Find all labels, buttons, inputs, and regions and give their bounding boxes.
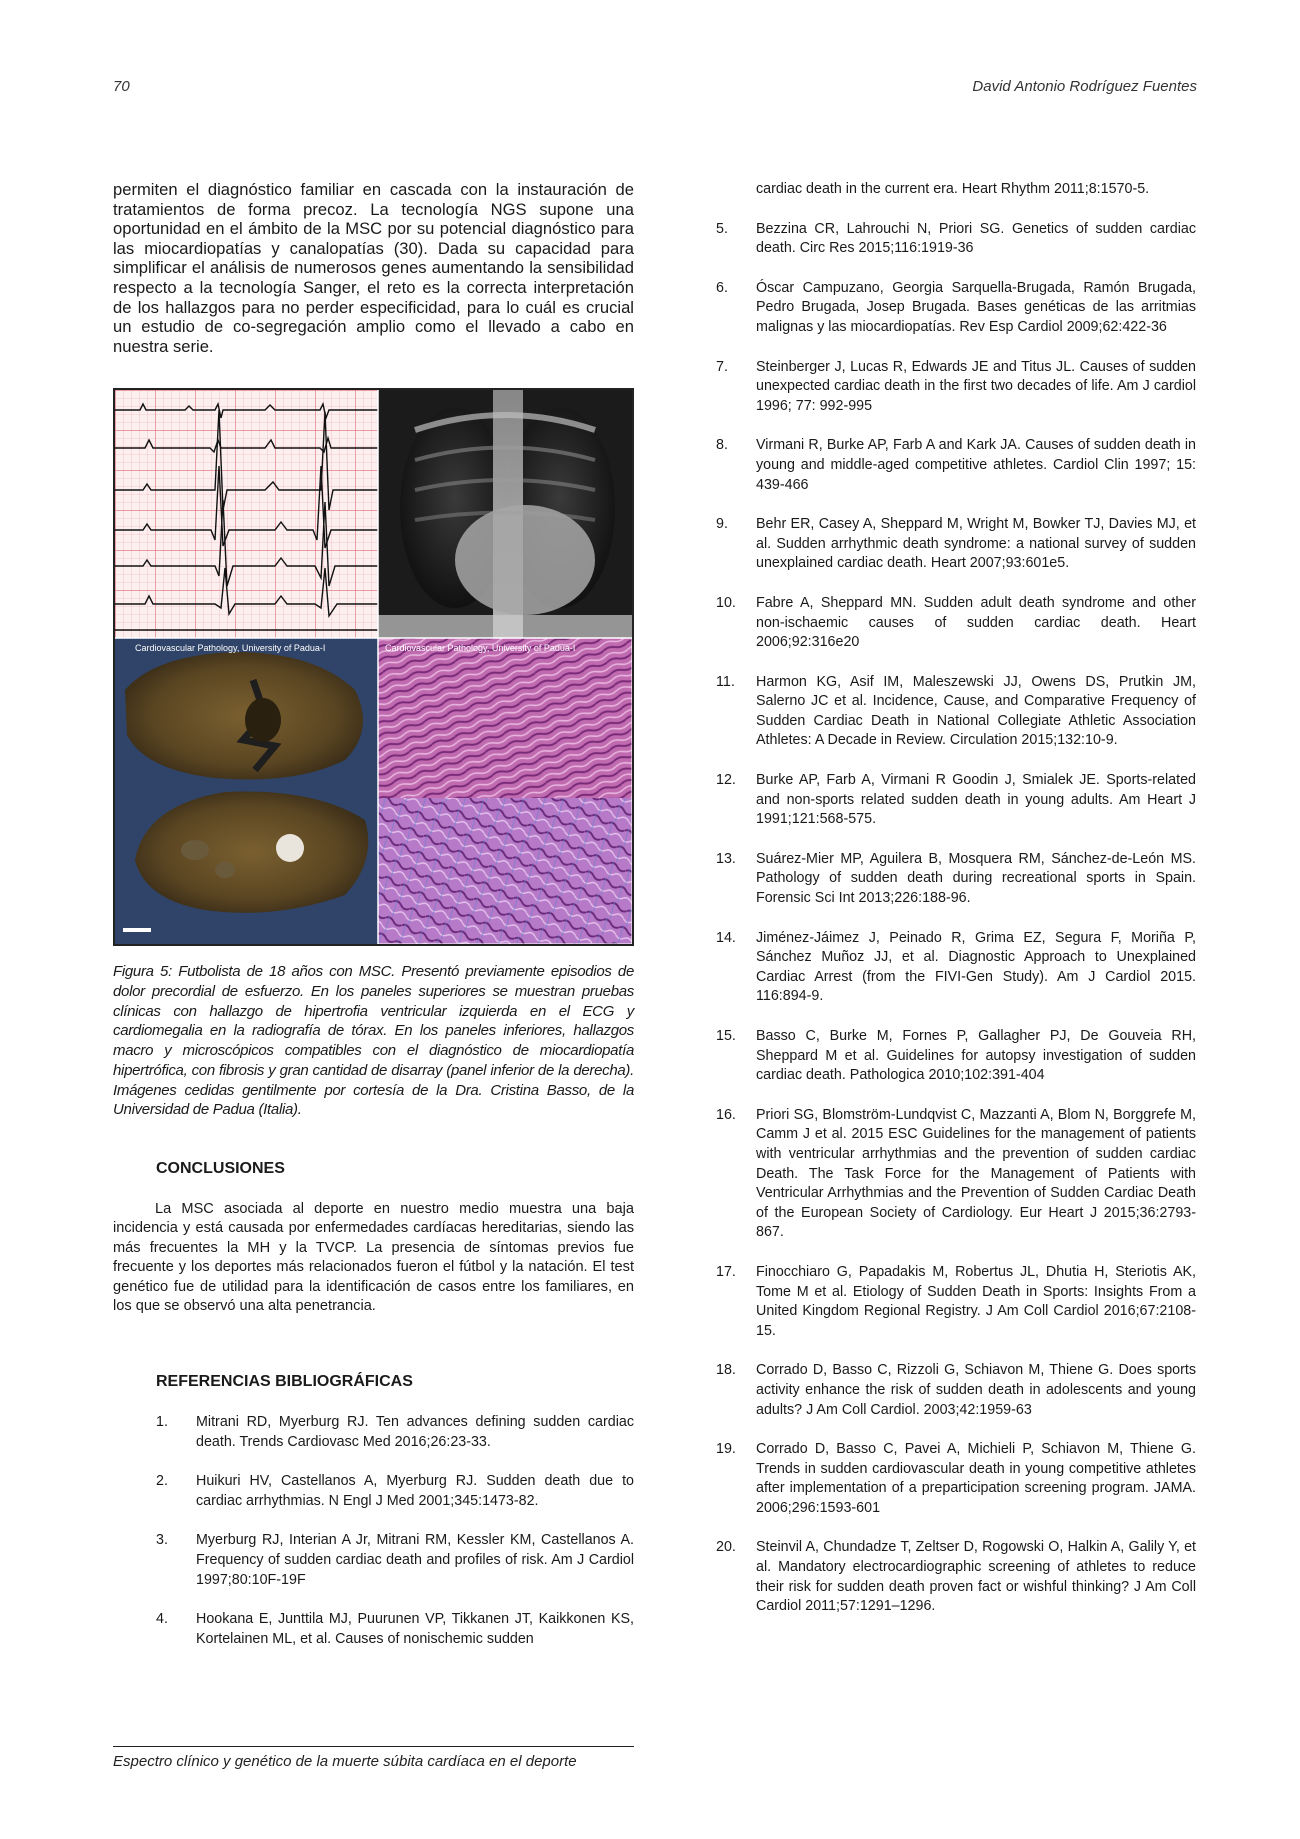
macroscopic-heart-panel — [115, 638, 378, 944]
reference-text: Corrado D, Basso C, Pavei A, Michieli P, Schiavon M, Thiene G. Trends in sudden cardiovascular death in young competitive athletes after implementation of a preparticipation screening program. JAMA. 2006;296:1593-601 — [756, 1441, 1196, 1516]
reference-text: Steinberger J, Lucas R, Edwards JE and Titus JL. Causes of sudden unexpected cardiac death in the first two decades of life. Am J cardiol 1996; 77: 992-995 — [756, 358, 1196, 414]
reference-number: 3. — [156, 1532, 168, 1549]
reference-item — [716, 1440, 1196, 1518]
reference-text: Virmani R, Burke AP, Farb A and Kark JA. Causes of sudden death in young and middle-aged competitive athletes. Cardiol Clin 1997; 15: 439-466 — [756, 437, 1196, 493]
reference-number: 15. — [716, 1028, 736, 1044]
references-list-right — [716, 220, 1196, 1617]
reference-item — [716, 850, 1196, 909]
reference-text: Myerburg RJ, Interian A Jr, Mitrani RM, Kessler KM, Castellanos A. Frequency of sudden cardiac death and profiles of risk. Am J Cardiol 1997;80:10F-19F — [196, 1532, 634, 1588]
references-heading: REFERENCIAS BIBLIOGRÁFICAS — [156, 1372, 413, 1390]
histology-panel — [378, 638, 632, 944]
footer-divider — [113, 1746, 634, 1747]
reference-text: Priori SG, Blomström-Lundqvist C, Mazzanti A, Blom N, Borggrefe M, Camm J et al. 2015 ESC Guidelines for the management of patients with ventricular arrhythmias and the prevention of sudden cardiac Death. The Task Force for the Management of Patients with Ventricular Arrhythmias and the Prevention of Sudden Cardiac Death of the European Society of Cardiology. Eur Heart J 2015;36:2793-867. — [756, 1106, 1196, 1241]
reference-item — [113, 1413, 634, 1452]
reference-number: 13. — [716, 850, 736, 867]
reference-text: Steinvil A, Chundadze T, Zeltser D, Rogowski O, Halkin A, Galily Y, et al. Mandatory electrocardiographic screening of athletes to reduce their risk for sudden death proven fact or wishful thinking? J Am Coll Cardiol 2011;57:1291–1296. — [756, 1539, 1196, 1615]
reference-text: Finocchiaro G, Papadakis M, Robertus JL, Dhutia H, Steriotis AK, Tome M et al. Etiology of Sudden Death in Sports: Insights From a United Kingdom Regional Registry. J Am Coll Cardiol 2016;67:2108-15. — [756, 1263, 1196, 1339]
reference-item — [716, 1106, 1196, 1243]
chest-xray-panel — [378, 390, 632, 638]
ecg-panel — [115, 390, 378, 638]
reference-number: 6. — [716, 279, 728, 296]
reference-item — [716, 1538, 1196, 1616]
reference-text: Bezzina CR, Lahrouchi N, Priori SG. Genetics of sudden cardiac death. Circ Res 2015;116:1919-36 — [756, 220, 1196, 257]
reference-item — [716, 673, 1196, 751]
figure-caption: Figura 5: Futbolista de 18 años con MSC. Presentó previamente episodios de dolor precordial de esfuerzo. En los paneles superiores se muestran pruebas clínicas con hallazgo de hipertrofia ventricular izquierda en el ECG y cardiomegalia en la radiografía de tórax. En los paneles inferiores, hallazgos macro y microscópicos compatibles con el diagnóstico de miocardiopatía hipertrófica, con fibrosis y gran cantidad de disarray (panel inferior de la derecha). Imágenes cedidas gentilmente por cortesía de la Dra. Cristina Basso, de la Universidad de Padua (Italia). — [113, 963, 634, 1119]
reference-text: Fabre A, Sheppard MN. Sudden adult death syndrome and other non-ischaemic causes of sudden cardiac death. Heart 2006;92:316e20 — [756, 594, 1196, 651]
references-list-left — [113, 1413, 634, 1649]
reference-text: Behr ER, Casey A, Sheppard M, Wright M, Bowker TJ, Davies MJ, et al. Sudden arrhythmic death syndrome: a national survey of sudden unexplained cardiac death. Heart 2007;93:601e5. — [756, 516, 1196, 572]
reference-item — [716, 358, 1196, 417]
figure-5 — [113, 388, 634, 946]
running-header-author: David Antonio Rodríguez Fuentes — [972, 78, 1197, 95]
intro-paragraph: permiten el diagnóstico familiar en cascada con la instauración de tratamientos de forma precoz. La tecnología NGS supone una oportunidad en el ámbito de la MSC por su potencial diagnóstico para las miocardiopatías y canalopatías (30). Dada su capacidad para simplificar el análisis de numerosos genes aumentando la sensibilidad respecto a la tecnología Sanger, el reto es la correcta interpretación de los hallazgos para no perder especificidad, para lo cuál es crucial un estudio de co-segregación amplio como el llevado a cabo en nuestra serie. — [113, 180, 634, 356]
reference-text: Harmon KG, Asif IM, Maleszewski JJ, Owens DS, Prutkin JM, Salerno JC et al. Incidence, Cause, and Comparative Frequency of Sudden Cardiac Death in National Collegiate Athletic Association Athletes: A Decade in Review. Circulation 2015;132:10-9. — [756, 673, 1196, 749]
reference-item — [113, 1610, 634, 1649]
reference-item — [716, 594, 1196, 653]
reference-number: 4. — [156, 1611, 168, 1628]
reference-number: 18. — [716, 1362, 736, 1379]
reference-number: 17. — [716, 1263, 736, 1280]
reference-continuation: cardiac death in the current era. Heart Rhythm 2011;8:1570-5. — [756, 181, 1150, 197]
page-number: 70 — [113, 78, 130, 95]
running-footer: Espectro clínico y genético de la muerte súbita cardíaca en el deporte — [113, 1753, 577, 1770]
reference-text: Basso C, Burke M, Fornes P, Gallagher PJ, De Gouveia RH, Sheppard M et al. Guidelines for autopsy investigation of sudden cardiac death. Pathologica 2010;102:391-404 — [756, 1028, 1196, 1084]
reference-text: Mitrani RD, Myerburg RJ. Ten advances defining sudden cardiac death. Trends Cardiovasc Med 2016;26:23-33. — [196, 1413, 634, 1450]
right-column — [716, 180, 1196, 1637]
reference-text: Suárez-Mier MP, Aguilera B, Mosquera RM, Sánchez-de-León MS. Pathology of sudden death during recreational sports in Spain. Forensic Sci Int 2013;226:188-96. — [756, 850, 1196, 907]
reference-number: 8. — [716, 437, 728, 454]
reference-item — [716, 1361, 1196, 1420]
micro-panel-label: Cardiovascular Pathology, University of Padua-I — [385, 643, 576, 654]
reference-number: 10. — [716, 594, 736, 611]
reference-item — [716, 1027, 1196, 1086]
reference-number: 9. — [716, 516, 728, 533]
reference-text: Jiménez-Jáimez J, Peinado R, Grima EZ, Segura F, Moriña P, Sánchez Muñoz JJ, et al. Diagnostic Approach to Unexplained Cardiac Arrest (from the FIVI-Gen Study). Am J Cardiol 2015. 116:894-9. — [756, 929, 1196, 1005]
conclusions-heading: CONCLUSIONES — [156, 1159, 285, 1177]
reference-item — [716, 279, 1196, 338]
macro-panel-label: Cardiovascular Pathology, University of Padua-I — [135, 643, 326, 654]
conclusions-paragraph: La MSC asociada al deporte en nuestro medio muestra una baja incidencia y está causada por enfermedades cardíacas hereditarias, siendo las más frecuentes la MH y la TVCP. La presencia de síntomas previos fue frecuente y los deportes más relacionados fueron el fútbol y la natación. El test genético fue de utilidad para la identificación de casos entre los familiares, en los que se observó una alta penetrancia. — [113, 1200, 634, 1315]
reference-item — [716, 929, 1196, 1007]
reference-number: 1. — [156, 1413, 168, 1430]
reference-text: Óscar Campuzano, Georgia Sarquella-Brugada, Ramón Brugada, Pedro Brugada, Josep Brugada. Bases genéticas de las arritmias malignas y las miocardiopatías. Rev Esp Cardiol 2009;62:422-36 — [756, 279, 1196, 335]
reference-number: 19. — [716, 1441, 736, 1458]
reference-number: 7. — [716, 358, 728, 375]
reference-item — [113, 1531, 634, 1590]
reference-number: 20. — [716, 1539, 736, 1556]
reference-item — [716, 220, 1196, 259]
reference-number: 12. — [716, 772, 736, 789]
reference-item — [716, 515, 1196, 574]
reference-item — [716, 771, 1196, 830]
reference-number: 11. — [716, 673, 735, 690]
reference-number: 5. — [716, 220, 728, 237]
reference-text: Huikuri HV, Castellanos A, Myerburg RJ. Sudden death due to cardiac arrhythmias. N Engl J Med 2001;345:1473-82. — [196, 1473, 634, 1509]
reference-number: 2. — [156, 1473, 168, 1490]
reference-number: 14. — [716, 929, 736, 946]
reference-item — [113, 1472, 634, 1511]
reference-item — [716, 436, 1196, 495]
reference-text: Burke AP, Farb A, Virmani R Goodin J, Smialek JE. Sports-related and non-sports related sudden death in young adults. Am Heart J 1991;121:568-575. — [756, 772, 1196, 828]
reference-text: Corrado D, Basso C, Rizzoli G, Schiavon M, Thiene G. Does sports activity enhance the risk of sudden death in adolescents and young adults? J Am Coll Cardiol. 2003;42:1959-63 — [756, 1362, 1196, 1418]
reference-number: 16. — [716, 1106, 736, 1123]
reference-item — [716, 1263, 1196, 1341]
left-column — [113, 180, 634, 1669]
reference-text: Hookana E, Junttila MJ, Puurunen VP, Tikkanen JT, Kaikkonen KS, Kortelainen ML, et al. Causes of nonischemic sudden — [196, 1611, 634, 1647]
